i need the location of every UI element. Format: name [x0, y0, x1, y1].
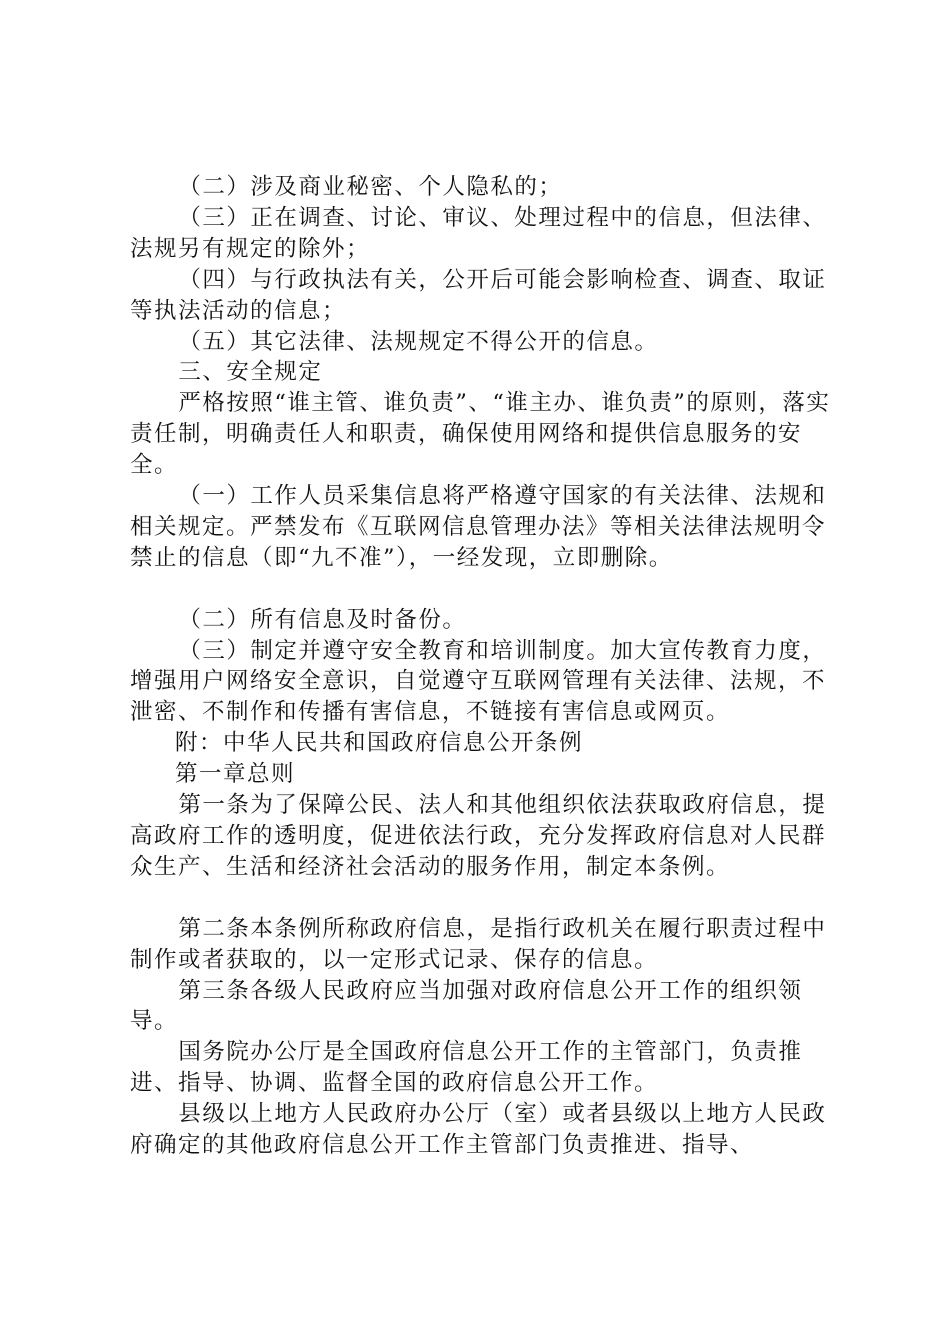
chapter-heading: 第一章总则: [175, 761, 296, 788]
paragraph-security-item-3: （三）制定并遵守安全教育和培训制度。加大宣传教育力度，增强用户网络安全意识，自觉遵守互联网管理有关法律、法规，不泄密、不制作和传播有害信息，不链接有害信息或网页。: [130, 637, 827, 726]
section-heading-security: 三、安全规定: [178, 359, 323, 386]
article-3: 第三条各级人民政府应当加强对政府信息公开工作的组织领导。: [130, 977, 803, 1035]
paragraph-item-3-exemption: （三）正在调查、讨论、审议、处理过程中的信息，但法律、法规另有规定的除外；: [130, 204, 827, 262]
appendix-title: 附：中华人民共和国政府信息公开条例: [175, 730, 584, 757]
article-3-paragraph-3: 县级以上地方人民政府办公厅（室）或者县级以上地方人民政府确定的其他政府信息公开工作主管部门负责推进、指导、: [130, 1101, 827, 1159]
document-body: [130, 172, 842, 1161]
paragraph-item-5-exemption: （五）其它法律、法规规定不得公开的信息。: [178, 328, 659, 355]
article-1: 第一条为了保障公民、法人和其他组织依法获取政府信息，提高政府工作的透明度，促进依法行政，充分发挥政府信息对人民群众生产、生活和经济社会活动的服务作用，制定本条例。: [130, 792, 827, 880]
paragraph-security-item-2: （二）所有信息及时备份。: [178, 606, 467, 633]
paragraph-security-principle: 严格按照“谁主管、谁负责”、“谁主办、谁负责”的原则，落实责任制，明确责任人和职责，确保使用网络和提供信息服务的安全。: [130, 390, 831, 479]
paragraph-item-2-exemption: （二）涉及商业秘密、个人隐私的；: [178, 174, 563, 200]
article-3-paragraph-2: 国务院办公厅是全国政府信息公开工作的主管部门，负责推进、指导、协调、监督全国的政府信息公开工作。: [130, 1039, 803, 1097]
paragraph-item-4-exemption: （四）与行政执法有关，公开后可能会影响检查、调查、取证等执法活动的信息；: [130, 266, 827, 324]
article-2: 第二条本条例所称政府信息，是指行政机关在履行职责过程中制作或者获取的，以一定形式记录、保存的信息。: [130, 915, 827, 973]
paragraph-security-item-1: （一）工作人员采集信息将严格遵守国家的有关法律、法规和相关规定。严禁发布《互联网信息管理办法》等相关法律法规明令禁止的信息（即“九不准”），一经发现，立即删除。: [130, 483, 827, 571]
